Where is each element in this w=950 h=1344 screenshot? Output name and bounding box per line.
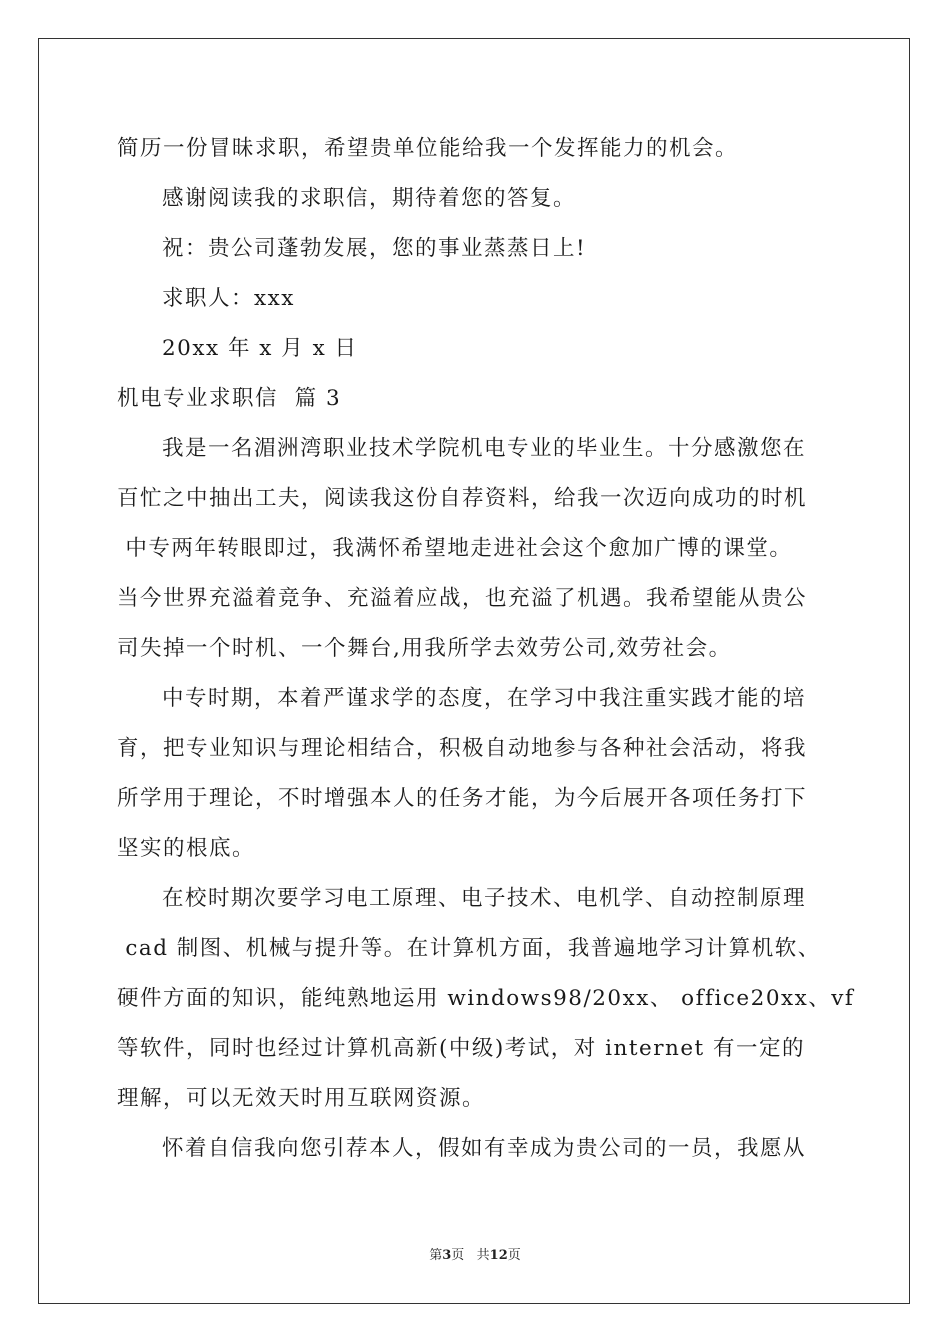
- paragraph-line: 中专两年转眼即过，我满怀希望地走进社会这个愈加广博的课堂。: [117, 536, 793, 561]
- paragraph-line: 理解，可以无效天时用互联网资源。: [117, 1086, 486, 1111]
- date-line: 20xx 年 x 月 x 日: [162, 336, 358, 361]
- page-border: [38, 38, 910, 1304]
- paragraph-line: 育，把专业知识与理论相结合，积极自动地参与各种社会活动，将我: [117, 736, 808, 761]
- paragraph-line: 坚实的根底。: [117, 836, 256, 861]
- paragraph-line: cad 制图、机械与提升等。在计算机方面，我普遍地学习计算机软、: [117, 936, 821, 961]
- paragraph-line: 祝：贵公司蓬勃发展，您的事业蒸蒸日上!: [162, 236, 587, 261]
- current-page-number: 3: [442, 1248, 452, 1263]
- paragraph-line: 中专时期，本着严谨求学的态度，在学习中我注重实践才能的培: [162, 686, 807, 711]
- footer-middle: 页 共: [451, 1248, 490, 1263]
- paragraph-line: 在校时期次要学习电工原理、电子技术、电机学、自动控制原理: [162, 886, 807, 911]
- paragraph-line: 当今世界充溢着竞争、充溢着应战，也充溢了机遇。我希望能从贵公: [117, 586, 808, 611]
- footer-prefix: 第: [429, 1248, 443, 1263]
- paragraph-line: 百忙之中抽出工夫，阅读我这份自荐资料，给我一次迈向成功的时机: [117, 486, 808, 511]
- paragraph-line: 司失掉一个时机、一个舞台,用我所学去效劳公司,效劳社会。: [117, 636, 732, 661]
- total-page-number: 12: [489, 1248, 508, 1263]
- paragraph-line: 所学用于理论，不时增强本人的任务才能，为今后展开各项任务打下: [117, 786, 808, 811]
- signature-line: 求职人：xxx: [162, 286, 295, 311]
- paragraph-line: 我是一名湄洲湾职业技术学院机电专业的毕业生。十分感激您在: [162, 436, 807, 461]
- paragraph-line: 等软件，同时也经过计算机高新(中级)考试，对 internet 有一定的: [117, 1036, 806, 1061]
- paragraph-line: 简历一份冒昧求职，希望贵单位能给我一个发挥能力的机会。: [117, 136, 739, 161]
- paragraph-line: 怀着自信我向您引荐本人，假如有幸成为贵公司的一员，我愿从: [162, 1136, 807, 1161]
- page-footer: [0, 1247, 950, 1265]
- section-heading: 机电专业求职信 篇 3: [117, 386, 342, 411]
- paragraph-line: 硬件方面的知识，能纯熟地运用 windows98/20xx、 office20xx、vf: [117, 986, 855, 1011]
- paragraph-line: 感谢阅读我的求职信，期待着您的答复。: [162, 186, 577, 211]
- footer-suffix: 页: [507, 1248, 521, 1263]
